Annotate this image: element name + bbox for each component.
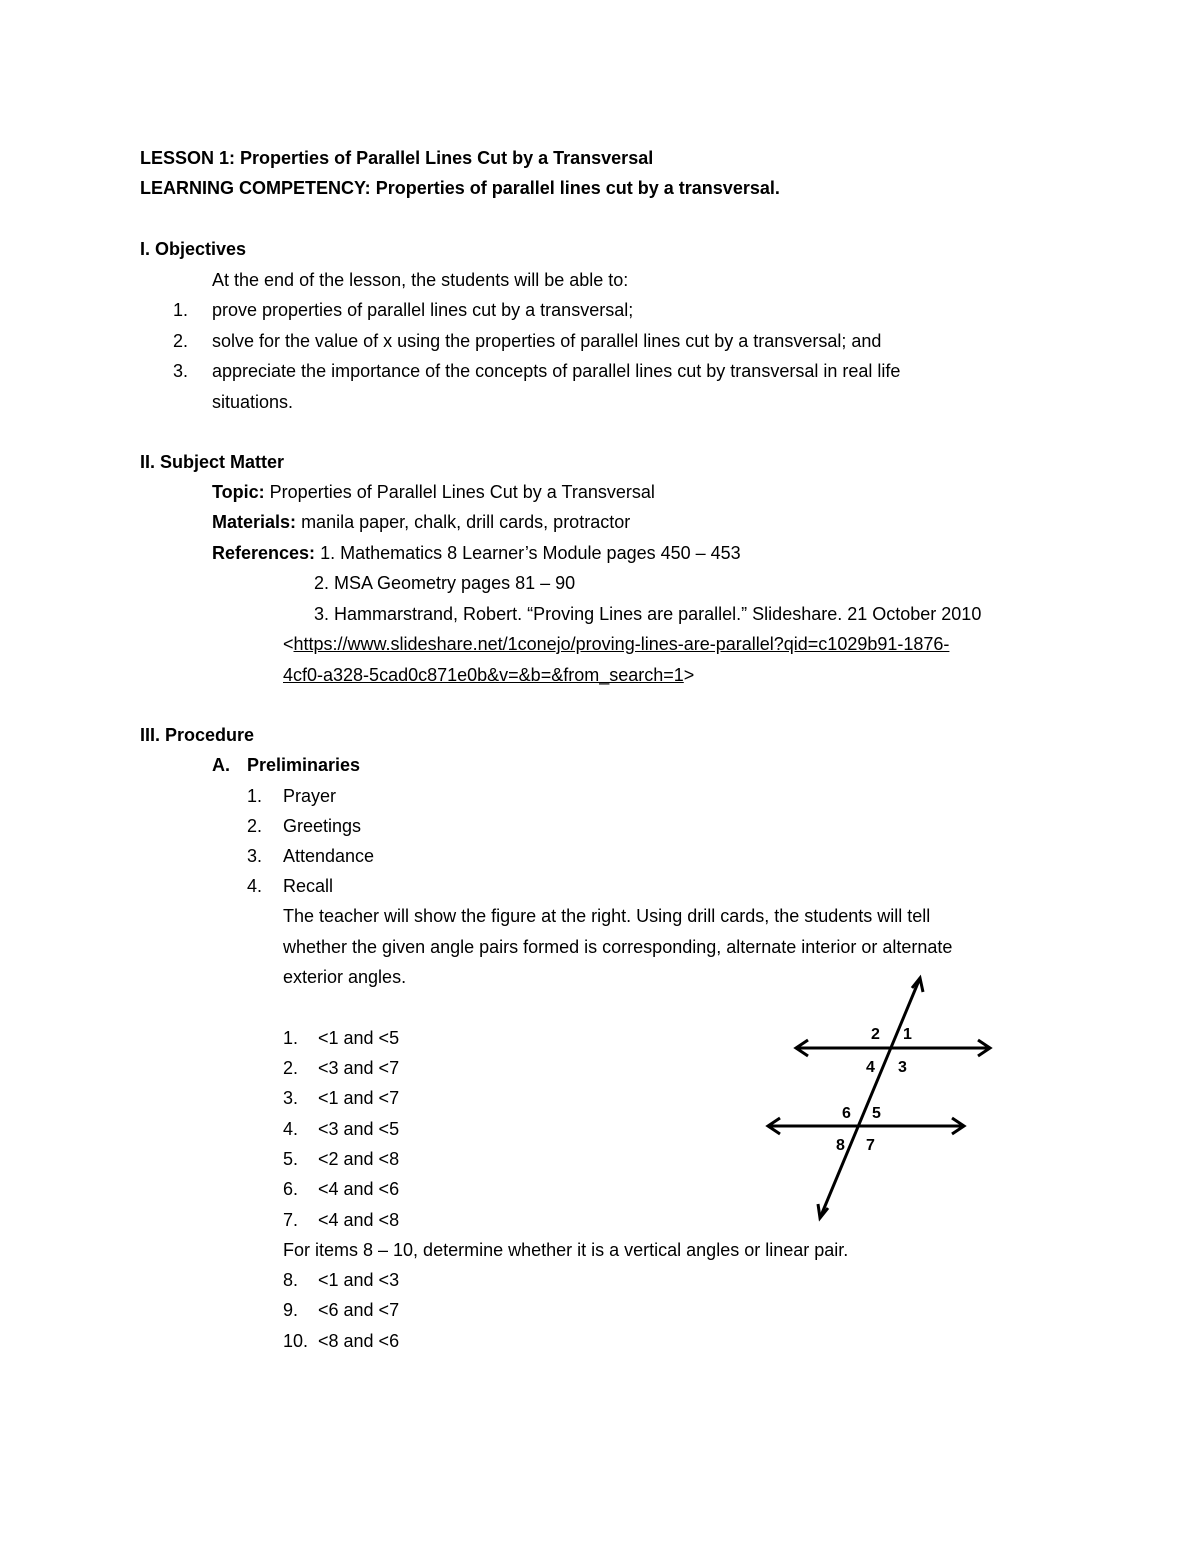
drill-6-text: <4 and <6 [318, 1179, 400, 1199]
topic-line [212, 477, 655, 508]
objectives-heading: I. Objectives [140, 239, 247, 259]
recall-text-3: exterior angles. [283, 967, 407, 987]
step-2-text: Greetings [283, 816, 362, 836]
drill-9-number: 9. [283, 1300, 299, 1320]
angle-label-1: 1 [903, 1026, 912, 1043]
reference-2: 2. MSA Geometry pages 81 – 90 [314, 573, 576, 593]
angle-label-6: 6 [842, 1105, 851, 1122]
topic-value: Properties of Parallel Lines Cut by a Transversal [269, 482, 655, 502]
materials-label: Materials: [212, 512, 297, 532]
reference-url-line-2 [283, 660, 694, 691]
reference-url-link-cont[interactable]: 4cf0-a328-5cad0c871e0b&v=&b=&from_search=1 [283, 665, 684, 685]
references-label: References: [212, 543, 316, 563]
drill-9-text: <6 and <7 [318, 1300, 400, 1320]
transversal-line [820, 978, 920, 1218]
reference-3: 3. Hammarstrand, Robert. “Proving Lines are parallel.” Slideshare. 21 October 2010 [314, 604, 982, 624]
objective-3-text: appreciate the importance of the concepts of parallel lines cut by transversal in real life [212, 361, 901, 381]
drill-1-number: 1. [283, 1028, 299, 1048]
items-note: For items 8 – 10, determine whether it is a vertical angles or linear pair. [283, 1240, 849, 1260]
objective-2-number: 2. [173, 331, 189, 351]
step-2-number: 2. [247, 816, 263, 836]
competency-text: Properties of parallel lines cut by a transversal. [375, 178, 780, 198]
competency-label: LEARNING COMPETENCY: [140, 178, 371, 198]
recall-text-1: The teacher will show the figure at the right. Using drill cards, the students will tell [283, 906, 931, 926]
drill-1-text: <1 and <5 [318, 1028, 400, 1048]
reference-1: 1. Mathematics 8 Learner’s Module pages 450 – 453 [320, 543, 741, 563]
url-close-bracket: > [683, 665, 695, 685]
drill-7-number: 7. [283, 1210, 299, 1230]
competency-line [140, 173, 780, 204]
lesson-title: Properties of Parallel Lines Cut by a Transversal [240, 148, 654, 168]
objective-3-text-cont: situations. [212, 392, 294, 412]
angle-label-7: 7 [866, 1137, 875, 1154]
step-3-number: 3. [247, 846, 263, 866]
drill-10-text: <8 and <6 [318, 1331, 400, 1351]
drill-3-number: 3. [283, 1088, 299, 1108]
lesson-title-line [140, 143, 653, 174]
url-open-bracket: < [283, 634, 294, 654]
subject-heading: II. Subject Matter [140, 452, 285, 472]
parallel-lines-figure [760, 968, 1000, 1230]
lesson-label: LESSON 1: [140, 148, 236, 168]
drill-6-number: 6. [283, 1179, 299, 1199]
step-1-number: 1. [247, 786, 263, 806]
objective-1-text: prove properties of parallel lines cut by a transversal; [212, 300, 634, 320]
section-a-number: A. [212, 755, 230, 775]
topic-label: Topic: [212, 482, 265, 502]
objective-3-number: 3. [173, 361, 189, 381]
recall-text-2: whether the given angle pairs formed is corresponding, alternate interior or alternate [283, 937, 953, 957]
reference-url-link[interactable]: https://www.slideshare.net/1conejo/proving-lines-are-parallel?qid=c1029b91-1876- [293, 634, 950, 654]
objective-1-number: 1. [173, 300, 189, 320]
angle-label-2: 2 [871, 1026, 880, 1043]
drill-5-text: <2 and <8 [318, 1149, 400, 1169]
procedure-heading: III. Procedure [140, 725, 255, 745]
drill-8-text: <1 and <3 [318, 1270, 400, 1290]
objectives-intro: At the end of the lesson, the students will be able to: [212, 270, 629, 290]
section-a-title: Preliminaries [247, 755, 361, 775]
drill-5-number: 5. [283, 1149, 299, 1169]
step-4-text: Recall [283, 876, 334, 896]
drill-7-text: <4 and <8 [318, 1210, 400, 1230]
drill-4-number: 4. [283, 1119, 299, 1139]
drill-2-text: <3 and <7 [318, 1058, 400, 1078]
materials-value: manila paper, chalk, drill cards, protractor [301, 512, 631, 532]
drill-3-text: <1 and <7 [318, 1088, 400, 1108]
drill-2-number: 2. [283, 1058, 299, 1078]
reference-url-line-1 [283, 629, 949, 660]
step-4-number: 4. [247, 876, 263, 896]
angle-label-5: 5 [872, 1105, 881, 1122]
step-3-text: Attendance [283, 846, 375, 866]
materials-line [212, 507, 630, 538]
objective-2-text: solve for the value of x using the properties of parallel lines cut by a transversal; and [212, 331, 882, 351]
drill-8-number: 8. [283, 1270, 299, 1290]
angle-label-3: 3 [898, 1059, 907, 1076]
drill-4-text: <3 and <5 [318, 1119, 400, 1139]
drill-10-number: 10. [283, 1331, 309, 1351]
angle-label-8: 8 [836, 1137, 845, 1154]
angle-label-4: 4 [866, 1059, 875, 1076]
references-line [212, 538, 741, 569]
step-1-text: Prayer [283, 786, 337, 806]
